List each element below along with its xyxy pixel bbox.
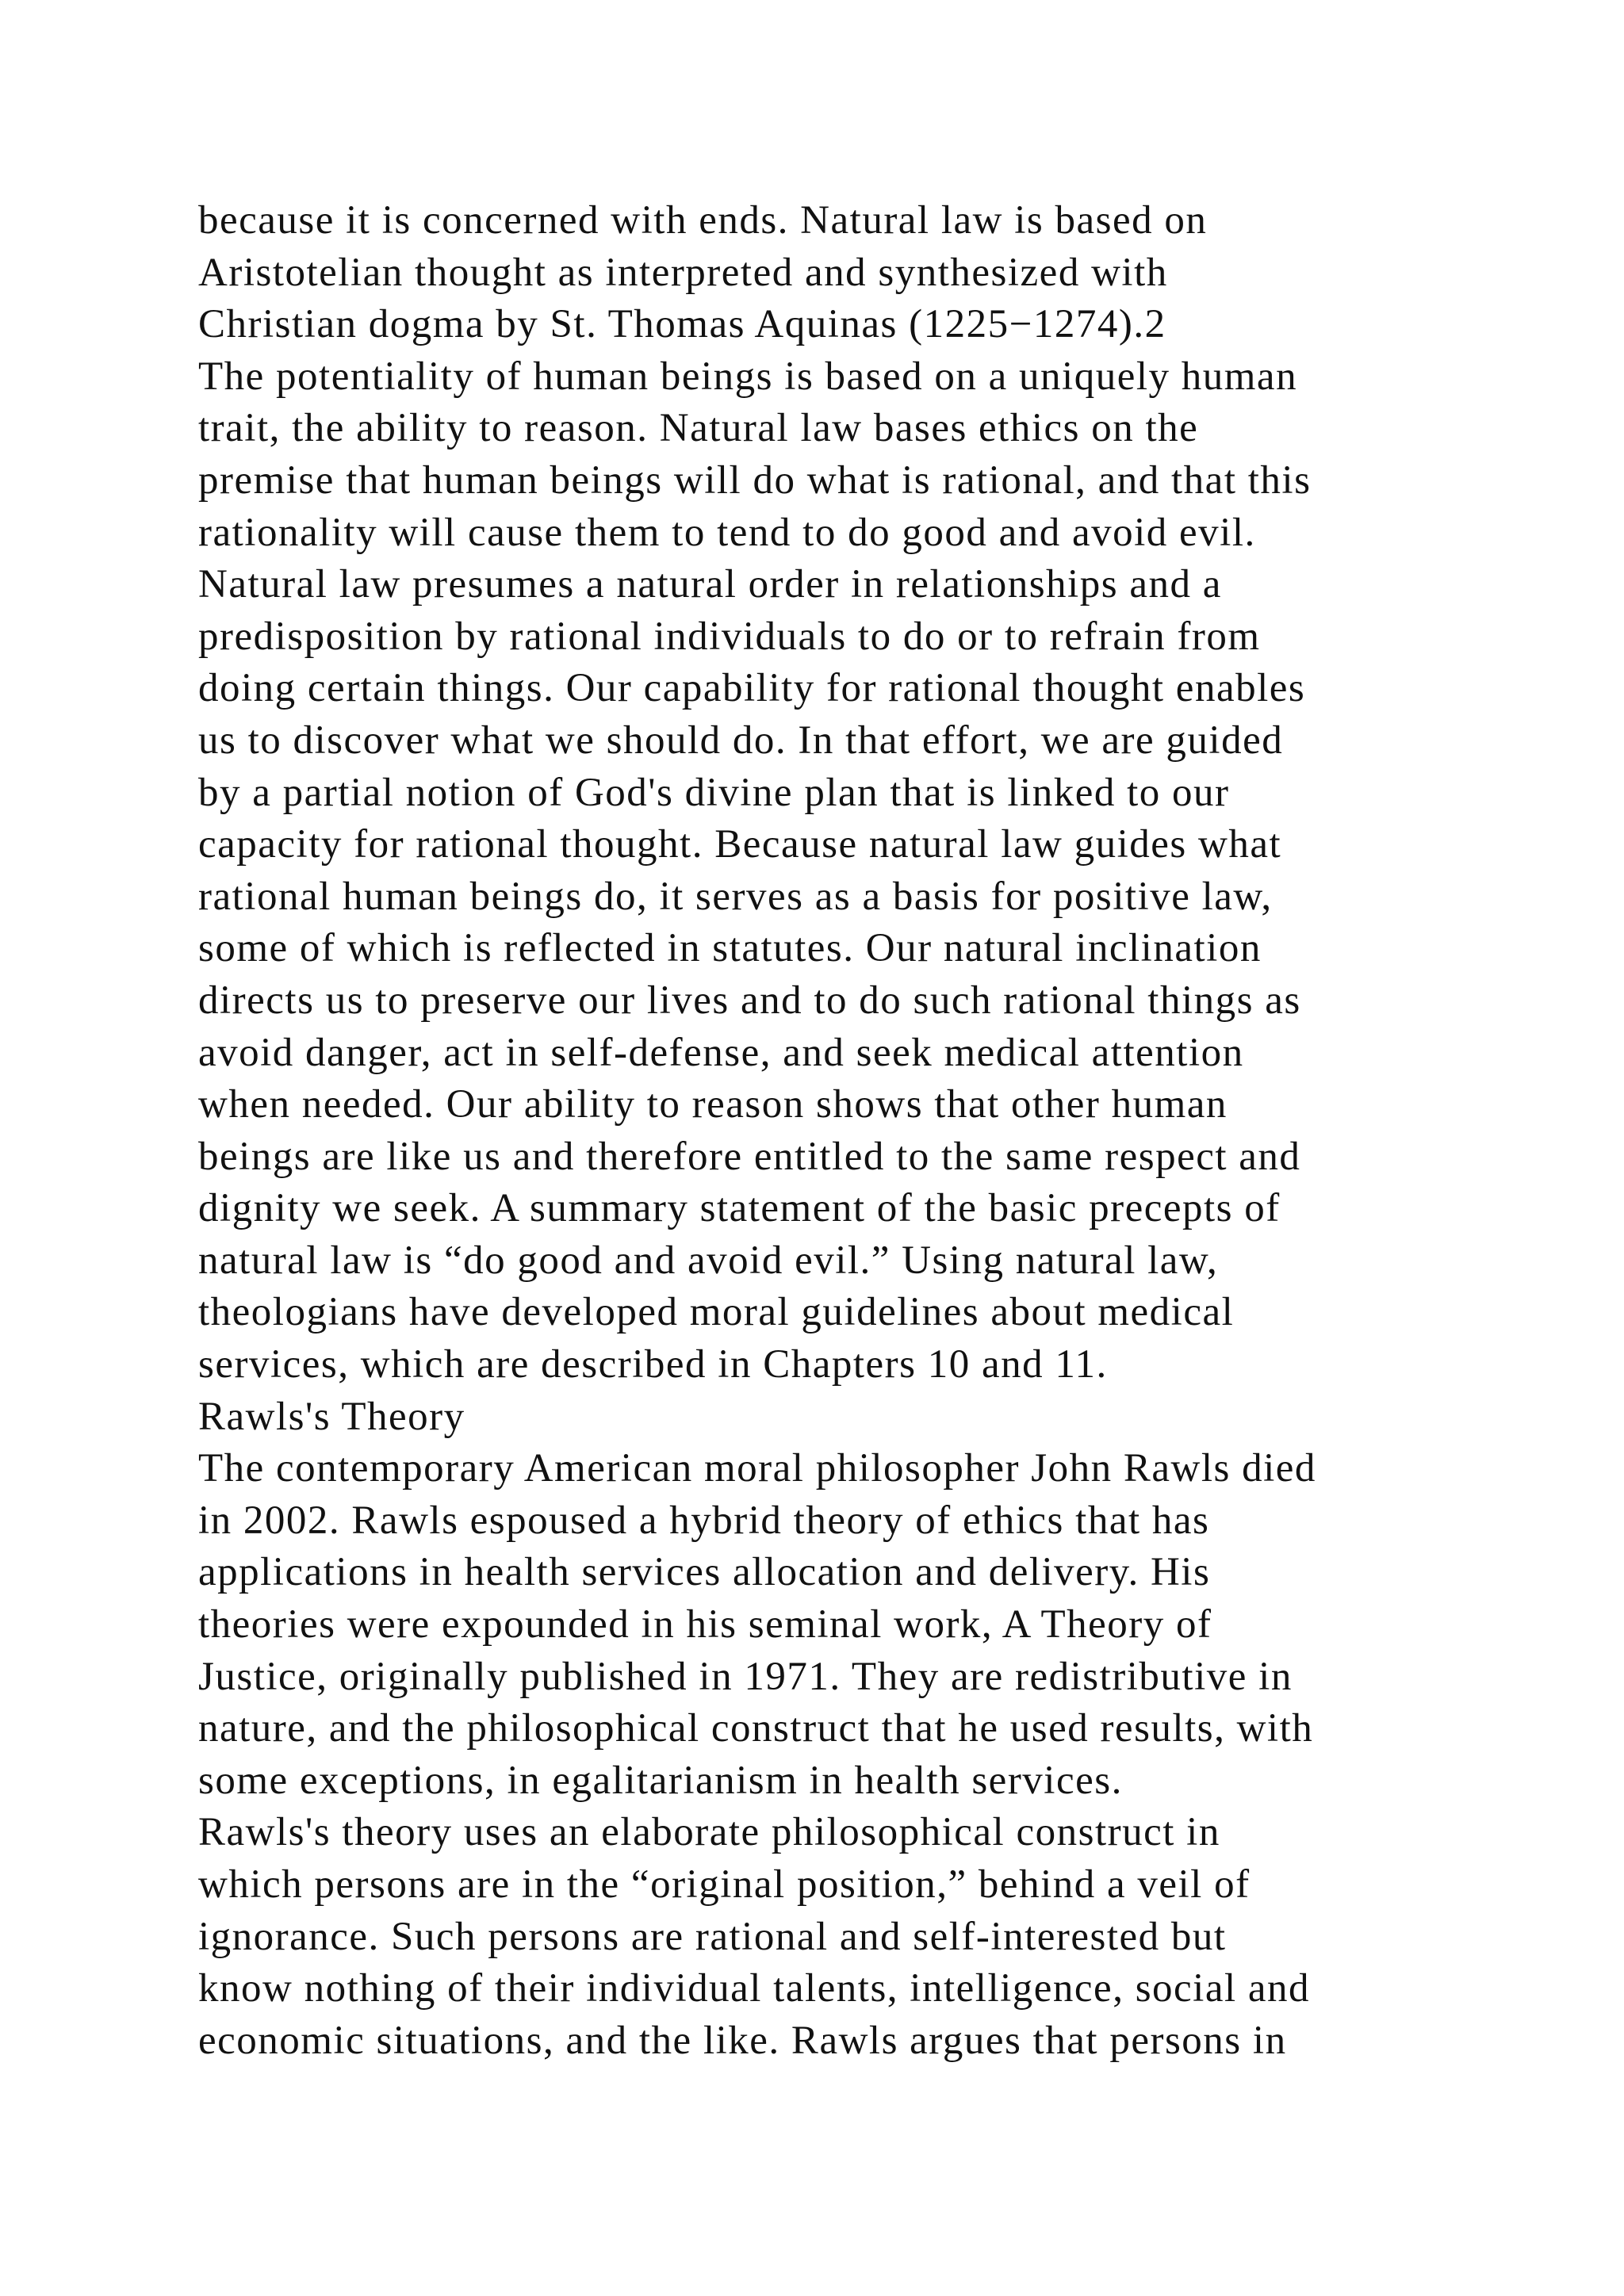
text-line: Aristotelian thought as interpreted and synthesized with: [198, 250, 1168, 295]
text-line: theories were expounded in his seminal work, A Theory of: [198, 1602, 1212, 1647]
text-line: Rawls's theory uses an elaborate philosophical construct in: [198, 1810, 1220, 1855]
text-line: economic situations, and the like. Rawls argues that persons in: [198, 2018, 1287, 2063]
text-line: nature, and the philosophical construct that he used results, with: [198, 1706, 1314, 1751]
section-heading: Rawls's Theory: [198, 1394, 465, 1439]
text-line: premise that human beings will do what is rational, and that this: [198, 457, 1312, 503]
text-line: in 2002. Rawls espoused a hybrid theory of ethics that has: [198, 1498, 1210, 1543]
text-line: by a partial notion of God's divine plan that is linked to our: [198, 770, 1230, 815]
text-line: The contemporary American moral philosopher John Rawls died: [198, 1446, 1316, 1491]
text-line: some of which is reflected in statutes. Our natural inclination: [198, 926, 1262, 971]
text-line: some exceptions, in egalitarianism in health services.: [198, 1758, 1123, 1803]
text-line: dignity we seek. A summary statement of the basic precepts of: [198, 1186, 1281, 1231]
text-line: ignorance. Such persons are rational and self-interested but: [198, 1914, 1227, 1959]
text-line: services, which are described in Chapters 10 and 11.: [198, 1342, 1108, 1387]
text-line: because it is concerned with ends. Natural law is based on: [198, 198, 1208, 243]
text-line: rationality will cause them to tend to do good and avoid evil.: [198, 510, 1256, 555]
text-line: theologians have developed moral guidelines about medical: [198, 1290, 1235, 1335]
text-line: directs us to preserve our lives and to do such rational things as: [198, 978, 1301, 1023]
text-line: know nothing of their individual talents, intelligence, social and: [198, 1966, 1311, 2011]
text-line: natural law is “do good and avoid evil.” Using natural law,: [198, 1238, 1219, 1283]
text-line: The potentiality of human beings is based on a uniquely human: [198, 354, 1298, 399]
text-line: avoid danger, act in self-defense, and seek medical attention: [198, 1030, 1244, 1075]
text-line: Christian dogma by St. Thomas Aquinas (1225−1274).2: [198, 302, 1166, 347]
text-line: beings are like us and therefore entitled to the same respect and: [198, 1134, 1301, 1179]
document-page: [198, 195, 1467, 2067]
text-line: when needed. Our ability to reason shows that other human: [198, 1082, 1228, 1127]
text-line: trait, the ability to reason. Natural law bases ethics on the: [198, 406, 1199, 451]
text-line: which persons are in the “original position,” behind a veil of: [198, 1862, 1251, 1907]
text-line: Natural law presumes a natural order in relationships and a: [198, 562, 1222, 607]
text-line: doing certain things. Our capability for rational thought enables: [198, 666, 1306, 711]
text-line: capacity for rational thought. Because natural law guides what: [198, 822, 1282, 867]
text-line: predisposition by rational individuals to do or to refrain from: [198, 614, 1261, 659]
text-line: Justice, originally published in 1971. They are redistributive in: [198, 1654, 1293, 1699]
text-line: applications in health services allocation and delivery. His: [198, 1550, 1211, 1595]
text-line: us to discover what we should do. In that effort, we are guided: [198, 718, 1284, 763]
text-line: rational human beings do, it serves as a basis for positive law,: [198, 874, 1273, 919]
